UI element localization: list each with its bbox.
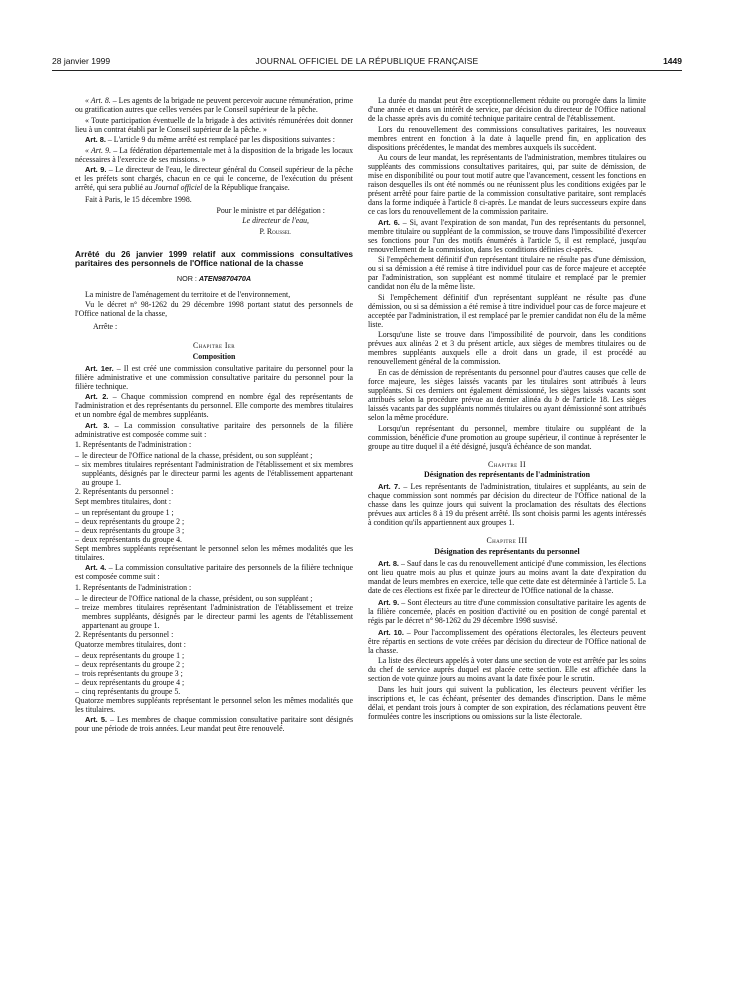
article-3: Art. 3. – La commission consultative paritaire des personnels de la filière administrative est composée comme suit : (75, 420, 353, 439)
paragraph: La ministre de l'aménagement du territoire et de l'environnement, (85, 289, 291, 299)
signature-name: P. Roussel (259, 226, 291, 236)
paragraph: Si l'empêchement définitif d'un représentant suppléant ne résulte pas d'une démission, ou si sa démission a été remise à titre individuel pour cas de force majeure et acceptée par l'administration, il est remplacé par le premier candidat non élu de la même liste. (368, 292, 646, 329)
paragraph: Sept membres suppléants représentant le personnel selon les mêmes modalités que les titulaires. (75, 543, 353, 562)
paragraph: « Toute participation éventuelle de la brigade à des activités rémunérées doit donner lieu à un contrat établi par le Conseil supérieur de la pêche. » (75, 115, 353, 134)
chapter-heading: Chapitre II (488, 459, 526, 469)
list-item: 2. Représentants du personnel : (75, 629, 174, 639)
paragraph: Vu le décret n° 98-1262 du 29 décembre 1998 portant statut des personnels de l'Office national de la chasse, (75, 300, 353, 319)
list-item: – deux représentants du groupe 2 ; (75, 516, 185, 526)
list-item: Sept membres titulaires, dont : (75, 497, 172, 507)
header-journal-title: JOURNAL OFFICIEL DE LA RÉPUBLIQUE FRANÇAISE (255, 56, 479, 66)
list-item: – le directeur de l'Office national de la chasse, président, ou son suppléant ; (75, 450, 313, 460)
list-item: – deux représentants du groupe 4 ; (75, 677, 185, 687)
list-item: – six membres titulaires représentant l'administration de l'établissement et six membres suppléants, désignés par le directeur parmi les agents de l'établissement appartenant au groupe 1. (75, 459, 353, 487)
article-10: Art. 10. – Pour l'accomplissement des opérations électorales, les électeurs peuvent être répartis en sections de vote créées par décision du directeur de l'Office national de la chasse. (368, 627, 646, 655)
paragraph: Arrête : (93, 322, 118, 332)
list-item: – deux représentants du groupe 4. (75, 534, 182, 544)
list-item: 1. Représentants de l'administration : (75, 440, 192, 450)
section-heading: Composition (192, 351, 236, 361)
article-2: Art. 2. – Chaque commission comprend en nombre égal des représentants de l'administration et des représentants du personnel. Elle comporte des membres titulaires et un nombre égal de membres suppléants. (75, 392, 353, 420)
paragraph: Si l'empêchement définitif d'un représentant titulaire ne résulte pas d'une démission, ou si sa démission a été remise à titre individuel pour cas de force majeure et acceptée par l'administration, son suppléant est nommé titulaire et remplacé par le premier candidat non élu de la même liste. (368, 255, 646, 292)
date-line: Fait à Paris, le 15 décembre 1998. (85, 195, 192, 205)
article-5: Art. 5. – Les membres de chaque commission consultative paritaire sont désignés pour une période de trois années. Leur mandat peut être renouvelé. (75, 715, 353, 734)
chapter-heading: Chapitre III (486, 536, 528, 546)
list-item: Quatorze membres titulaires, dont : (75, 640, 186, 650)
list-item: 1. Représentants de l'administration : (75, 583, 192, 592)
list-item: – deux représentants du groupe 1 ; (75, 650, 185, 660)
article-6: Art. 6. – Si, avant l'expiration de son mandat, l'un des représentants du personnel, membre titulaire ou suppléant de la commission, se trouve dans l'impossibilité d'exercer ses fonctions pour l'un des motifs énumérés à l'article 5, il est remplacé, jusqu'au renouvellement de la commission, dans les conditions définies ci-après. (368, 217, 646, 254)
list-item: – deux représentants du groupe 3 ; (75, 525, 185, 535)
paragraph: Lors du renouvellement des commissions consultatives paritaires, les nouveaux membres entrent en fonction à la date à laquelle prend fin, en application des dispositions précédentes, le mandat des membres auxquels ils succèdent. (368, 124, 646, 152)
chapter-heading: Chapitre Ier (192, 341, 236, 351)
article-8: Art. 8. – L'article 9 du même arrêté est remplacé par les dispositions suivantes : (85, 135, 335, 145)
left-column (75, 96, 353, 735)
article-7: Art. 7. – Les représentants de l'administration, titulaires et suppléants, au sein de chaque commission sont nommés par décision du directeur de l'Office national de la chasse dans les quinze jours qui suivent la proclamation des résultats des élections prévues aux articles 8 à 19 du présent arrêté. Ils sont choisis parmi les agents intéressés à condition qu'ils appartiennent aux groupes 1. (368, 482, 646, 528)
paragraph: La liste des électeurs appelés à voter dans une section de vote est arrêtée par les soins du chef de service auprès duquel est placée cette section. Elle est affichée dans la section de vote quinze jours au moins avant la date fixée pour le scrutin. (368, 656, 646, 684)
paragraph: En cas de démission de représentants du personnel pour d'autres causes que celle de force majeure, les sièges laissés vacants par les titulaires sont attribués à leurs suppléants. Si ces derniers ont également démissionné, les sièges laissés vacants sont attribués selon la procédure prévue au dernier alinéa du b de l'article 18. Les sièges laissés vacants par des suppléants nommés titulaires ou ayant démissionné sont attribués selon la même procédure. (368, 367, 646, 423)
paragraph: Lorsqu'une liste se trouve dans l'impossibilité de pourvoir, dans les conditions prévues aux alinéas 2 et 3 du présent article, aux sièges de membres titulaires ou de membres suppléants auxquels elle a droit dans un grade, il est procédé au renouvellement général de la commission. (368, 330, 646, 367)
decree-title: Arrêté du 26 janvier 1999 relatif aux commissions consultatives paritaires des personnels de l'Office national de la chasse (75, 248, 353, 269)
header-date: 28 janvier 1999 (52, 56, 111, 66)
right-column (368, 96, 646, 723)
signature-line: Pour le ministre et par délégation : (216, 205, 325, 215)
page-header (52, 56, 682, 71)
list-item: – trois représentants du groupe 3 ; (75, 668, 183, 678)
paragraph: « Art. 9. – La fédération départementale met à la disposition de la brigade les locaux nécessaires à l'exercice de ses missions. » (75, 145, 353, 164)
paragraph: « Art. 8. – Les agents de la brigade ne peuvent percevoir aucune rémunération, prime ou gratification autres que celles versées par le Conseil supérieur de la pêche. (75, 96, 354, 115)
paragraph: Dans les huit jours qui suivent la publication, les électeurs peuvent vérifier les inscriptions et, le cas échéant, présenter des demandes d'inscription. Dans le même délai, et pendant trois jours à compter de son expiration, des réclamations peuvent être formulées contre les inscriptions ou omissions sur la liste électorale. (368, 684, 646, 721)
paragraph: La durée du mandat peut être exceptionnellement réduite ou prorogée dans la limite d'une année et dans un intérêt de service, par décision du directeur de l'Office national de la chasse après avis du comité technique paritaire central de l'établissement. (368, 96, 646, 124)
list-item: – un représentant du groupe 1 ; (75, 507, 174, 517)
article-9: Art. 9. – Le directeur de l'eau, le directeur général du Conseil supérieur de la pêche et les préfets sont chargés, chacun en ce qui le concerne, de l'exécution du présent arrêté, qui sera publié au Journal officiel de la République française. (75, 165, 353, 193)
header-page-number: 1449 (663, 56, 682, 66)
list-item: – le directeur de l'Office national de la chasse, président, ou son suppléant ; (75, 593, 313, 603)
article-4: Art. 4. – La commission consultative paritaire des personnels de la filière technique est composée comme suit : (75, 563, 353, 582)
signature-title: Le directeur de l'eau, (242, 216, 309, 226)
list-item: 2. Représentants du personnel : (75, 486, 174, 496)
section-heading: Désignation des représentants du personnel (434, 546, 580, 556)
paragraph: Quatorze membres suppléants représentant le personnel selon les mêmes modalités que les titulaires. (75, 695, 353, 714)
list-item: – cinq représentants du groupe 5. (75, 686, 181, 696)
list-item: – deux représentants du groupe 2 ; (75, 659, 185, 669)
nor-reference: NOR : ATEN9870470A (176, 273, 252, 283)
article-9: Art. 9. – Sont électeurs au titre d'une commission consultative paritaire les agents de la filière concernée, placés en position d'activité ou en position de congé parental et régis par le décret n° 98-1262 du 29 décembre 1998 susvisé. (368, 597, 646, 625)
paragraph: Lorsqu'un représentant du personnel, membre titulaire ou suppléant de la commission, bénéficie d'une promotion au groupe supérieur, il continue à représenter le groupe au titre duquel il a été désigné, jusqu'à échéance de son mandat. (368, 423, 646, 451)
paragraph: Au cours de leur mandat, les représentants de l'administration, membres titulaires ou suppléants des commissions consultatives paritaires, qui, par suite de démission, de mise en disponibilité ou pour tout motif autre que l'avancement, cessent les fonctions en raison desquelles ils ont été nommés ou ne réunissent plus les conditions exigées par le présent arrêté pour faire partie de la commission consultative paritaire, sont remplacés dans la forme indiquée à l'article 8 ci-après. Le mandat de leurs successeurs expire dans ce cas lors du renouvellement de la commission paritaire. (368, 153, 646, 217)
list-item: – treize membres titulaires représentant l'administration de l'établissement et treize membres suppléants, désignés par le directeur parmi les agents de l'établissement appartenant au groupe 1. (75, 602, 353, 630)
article-1: Art. 1er. – Il est créé une commission consultative paritaire du personnel pour la filière administrative et une commission consultative paritaire du personnel pour la filière technique. (75, 363, 353, 391)
article-8: Art. 8. – Sauf dans le cas du renouvellement anticipé d'une commission, les élections ont lieu quatre mois au plus et quinze jours au moins avant la date d'expiration du mandat de leurs membres en exercice, telle que cette date est déterminée à l'article 5. La date de ces élections est fixée par le directeur de l'Office national de la chasse. (368, 558, 646, 595)
section-heading: Désignation des représentants de l'administration (424, 470, 590, 480)
